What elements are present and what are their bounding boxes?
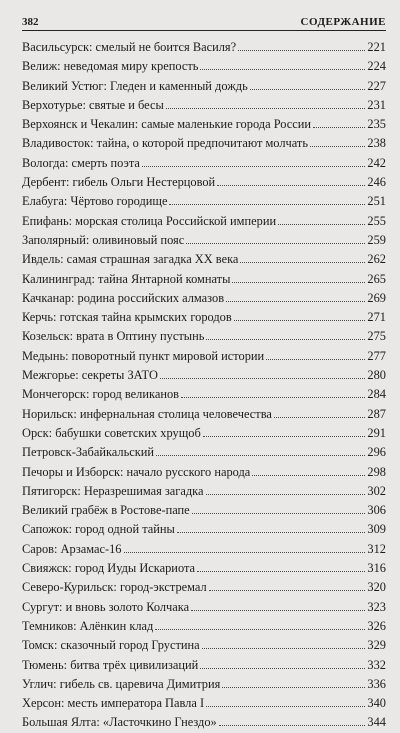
toc-entry-title: Сургут: и вновь золото Колчака	[22, 599, 190, 614]
toc-entry-title: Петровск-Забайкальский	[22, 445, 155, 460]
dot-leader	[155, 629, 365, 630]
toc-entry-page: 326	[367, 618, 386, 633]
toc-entry-title: Дербент: гибель Ольги Нестерцовой	[22, 175, 216, 190]
toc-entry	[22, 694, 386, 713]
toc-entry-page: 269	[367, 290, 386, 305]
toc-entry-page: 251	[367, 194, 386, 209]
toc-entry	[22, 482, 386, 501]
toc-entry-title: Херсон: месть императора Павла I	[22, 696, 205, 711]
toc-entry-page: 238	[367, 136, 386, 151]
dot-leader	[278, 224, 365, 225]
toc-entry	[22, 405, 386, 424]
toc-entry-page: 332	[367, 657, 386, 672]
toc-entry-page: 280	[367, 368, 386, 383]
toc-entry	[22, 289, 386, 308]
toc-entry	[22, 192, 386, 211]
toc-entry	[22, 424, 386, 443]
toc-entry	[22, 347, 386, 366]
toc-entry-title: Вологда: смерть поэта	[22, 155, 140, 170]
toc-entry	[22, 675, 386, 694]
toc-entry-title: Елабуга: Чёртово городище	[22, 194, 168, 209]
dot-leader	[240, 262, 365, 263]
toc-entry-page: 259	[367, 232, 386, 247]
toc-entry-page: 316	[367, 561, 386, 576]
toc-entry-title: Орск: бабушки советских хрущоб	[22, 425, 201, 440]
dot-leader	[310, 146, 365, 147]
toc-entry	[22, 134, 386, 153]
dot-leader	[252, 475, 365, 476]
dot-leader	[238, 50, 365, 51]
dot-leader	[186, 243, 365, 244]
toc-entry	[22, 501, 386, 520]
toc-entry-page: 221	[367, 40, 386, 54]
toc-entry-title: Великий грабёж в Ростове-папе	[22, 503, 190, 518]
dot-leader	[209, 590, 366, 591]
toc-entry	[22, 154, 386, 173]
toc-entry-page: 344	[367, 715, 386, 730]
toc-entry-page: 291	[367, 425, 386, 440]
dot-leader	[166, 108, 366, 109]
dot-leader	[274, 417, 366, 418]
toc-entry-title: Владивосток: тайна, о которой предпочитают молчать	[22, 136, 308, 151]
toc-entry-title: Свияжск: город Иуды Искариота	[22, 561, 196, 576]
header-rule	[22, 30, 386, 31]
toc-entry	[22, 636, 386, 655]
toc-entry	[22, 559, 386, 578]
toc-entry	[22, 212, 386, 231]
dot-leader	[234, 320, 366, 321]
dot-leader	[142, 166, 366, 167]
dot-leader	[313, 127, 365, 128]
toc-entry-title: Пятигорск: Неразрешимая загадка	[22, 483, 204, 498]
toc-entry-title: Саров: Арзамас-16	[22, 541, 122, 556]
toc-entry	[22, 617, 386, 636]
toc-entry-page: 323	[367, 599, 386, 614]
toc-entry-page: 255	[367, 213, 386, 228]
section-title: СОДЕРЖАНИЕ	[300, 16, 386, 28]
dot-leader	[250, 89, 366, 90]
toc-entry-page: 287	[367, 406, 386, 421]
toc-entry	[22, 598, 386, 617]
toc-entry-title: Епифань: морская столица Российской империи	[22, 213, 277, 228]
toc-entry-title: Сапожок: город одной тайны	[22, 522, 175, 537]
toc-entry-page: 302	[367, 483, 386, 498]
toc-entry-page: 284	[367, 387, 386, 402]
dot-leader	[156, 455, 365, 456]
toc-entry-title: Межгорье: секреты ЗАТО	[22, 368, 158, 383]
toc-entry	[22, 463, 386, 482]
toc-entry-title: Углич: гибель св. царевича Димитрия	[22, 676, 221, 691]
toc-entry-page: 312	[367, 541, 386, 556]
toc-entry-title: Темников: Алёнкин клад	[22, 618, 154, 633]
toc-entry	[22, 231, 386, 250]
toc-entry-title: Калининград: тайна Янтарной комнаты	[22, 271, 231, 286]
toc-entry-title: Мончегорск: город великанов	[22, 387, 179, 402]
toc-entry-page: 309	[367, 522, 386, 537]
toc-entry	[22, 385, 386, 404]
toc-entry-page: 329	[367, 638, 386, 653]
toc-entry	[22, 96, 386, 115]
toc-entry-page: 296	[367, 445, 386, 460]
toc-entry	[22, 250, 386, 269]
toc-entry-title: Томск: сказочный город Грустина	[22, 638, 200, 653]
toc-entry-page: 277	[367, 348, 386, 363]
toc-entry-page: 265	[367, 271, 386, 286]
toc-entry-page: 235	[367, 117, 386, 132]
toc-entry-page: 320	[367, 580, 386, 595]
toc-entry	[22, 38, 386, 57]
toc-entry	[22, 578, 386, 597]
toc-entry-title: Норильск: инфернальная столица человечества	[22, 406, 272, 421]
toc-entry	[22, 308, 386, 327]
dot-leader	[192, 513, 366, 514]
toc-entry-page: 246	[367, 175, 386, 190]
dot-leader	[191, 610, 365, 611]
toc-entry-title: Заполярный: оливиновый пояс	[22, 232, 185, 247]
toc-entry	[22, 173, 386, 192]
dot-leader	[206, 339, 365, 340]
toc-entry	[22, 656, 386, 675]
toc-entry-page: 271	[367, 310, 386, 325]
toc-entry	[22, 520, 386, 539]
toc-entry-title: Медынь: поворотный пункт мировой истории	[22, 348, 265, 363]
toc-entry-title: Керчь: готская тайна крымских городов	[22, 310, 232, 325]
toc-entry-title: Великий Устюг: Гледен и каменный дождь	[22, 78, 248, 93]
dot-leader	[203, 436, 366, 437]
toc-entry-page: 227	[367, 78, 386, 93]
toc-entry-title: Козельск: врата в Оптину пустынь	[22, 329, 205, 344]
dot-leader	[219, 725, 366, 726]
dot-leader	[169, 204, 365, 205]
toc-entry-title: Большая Ялта: «Ласточкино Гнездо»	[22, 715, 217, 730]
toc-entry-page: 275	[367, 329, 386, 344]
table-of-contents	[22, 38, 386, 733]
toc-entry	[22, 270, 386, 289]
dot-leader	[222, 687, 365, 688]
dot-leader	[226, 301, 365, 302]
toc-entry-page: 340	[367, 696, 386, 711]
toc-entry-page: 298	[367, 464, 386, 479]
toc-entry-page: 224	[367, 59, 386, 74]
toc-entry-title: Ивдель: самая страшная загадка XX века	[22, 252, 239, 267]
dot-leader	[124, 552, 366, 553]
dot-leader	[202, 648, 366, 649]
dot-leader	[206, 494, 366, 495]
toc-entry-page: 306	[367, 503, 386, 518]
toc-entry-title: Велиж: неведомая миру крепость	[22, 59, 199, 74]
toc-entry-title: Тюмень: битва трёх цивилизаций	[22, 657, 199, 672]
dot-leader	[266, 359, 365, 360]
toc-entry	[22, 713, 386, 732]
dot-leader	[206, 706, 365, 707]
running-header	[22, 14, 386, 30]
dot-leader	[232, 282, 365, 283]
toc-entry-title: Печоры и Изборск: начало русского народа	[22, 464, 251, 479]
dot-leader	[160, 378, 366, 379]
toc-entry	[22, 327, 386, 346]
toc-entry	[22, 540, 386, 559]
toc-entry	[22, 443, 386, 462]
toc-entry	[22, 366, 386, 385]
toc-entry-title: Васильсурск: смелый не боится Василя?	[22, 40, 237, 54]
toc-entry-title: Верхоянск и Чекалин: самые маленькие города России	[22, 117, 312, 132]
dot-leader	[181, 397, 365, 398]
toc-entry-page: 336	[367, 676, 386, 691]
toc-entry-title: Северо-Курильск: город-экстремал	[22, 580, 207, 595]
toc-entry-page: 262	[367, 252, 386, 267]
toc-entry	[22, 77, 386, 96]
dot-leader	[197, 571, 365, 572]
toc-entry-title: Качканар: родина российских алмазов	[22, 290, 225, 305]
toc-entry-page: 242	[367, 155, 386, 170]
dot-leader	[217, 185, 365, 186]
toc-entry-page: 231	[367, 97, 386, 112]
toc-entry	[22, 115, 386, 134]
dot-leader	[200, 69, 365, 70]
page-number: 382	[22, 16, 39, 28]
dot-leader	[177, 532, 366, 533]
dot-leader	[200, 668, 365, 669]
toc-entry-title: Верхотурье: святые и бесы	[22, 97, 164, 112]
toc-entry	[22, 57, 386, 76]
